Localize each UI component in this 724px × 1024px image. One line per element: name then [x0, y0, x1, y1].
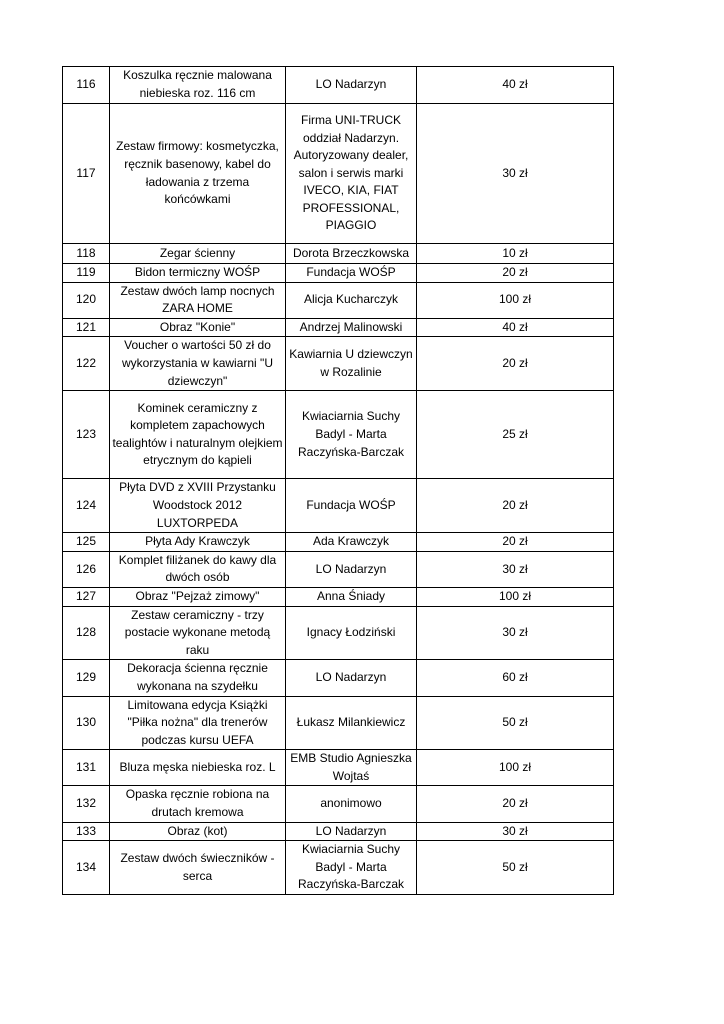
donor-cell: anonimowo: [286, 786, 417, 822]
item-name-cell: Bidon termiczny WOŚP: [110, 264, 286, 283]
price-cell: 100 zł: [417, 750, 614, 786]
table-row: [63, 391, 614, 479]
item-name-cell: Zestaw dwóch lamp nocnych ZARA HOME: [110, 282, 286, 318]
donor-cell: LO Nadarzyn: [286, 551, 417, 587]
donor-cell: Kawiarnia U dziewczyn w Rozalinie: [286, 337, 417, 391]
donor-cell: Kwiaciarnia Suchy Badyl - Marta Raczyńska-Barczak: [286, 841, 417, 895]
price-cell: 50 zł: [417, 696, 614, 750]
price-cell: 20 zł: [417, 479, 614, 533]
price-cell: 25 zł: [417, 391, 614, 479]
item-name-cell: Płyta Ady Krawczyk: [110, 533, 286, 552]
price-cell: 20 zł: [417, 264, 614, 283]
table-row: [63, 337, 614, 391]
donor-cell: Łukasz Milankiewicz: [286, 696, 417, 750]
table-row: [63, 318, 614, 337]
donor-cell: Ada Krawczyk: [286, 533, 417, 552]
price-cell: 30 zł: [417, 822, 614, 841]
item-number-cell: 122: [63, 337, 110, 391]
item-number-cell: 121: [63, 318, 110, 337]
table-row: [63, 822, 614, 841]
item-number-cell: 126: [63, 551, 110, 587]
donor-cell: Kwiaciarnia Suchy Badyl - Marta Raczyńska-Barczak: [286, 391, 417, 479]
price-cell: 50 zł: [417, 841, 614, 895]
item-number-cell: 120: [63, 282, 110, 318]
item-number-cell: 119: [63, 264, 110, 283]
item-name-cell: Limitowana edycja Książki "Piłka nożna" dla trenerów podczas kursu UEFA: [110, 696, 286, 750]
price-cell: 30 zł: [417, 606, 614, 660]
item-name-cell: Obraz "Konie": [110, 318, 286, 337]
donor-cell: LO Nadarzyn: [286, 822, 417, 841]
price-cell: 30 zł: [417, 104, 614, 244]
donor-cell: EMB Studio Agnieszka Wojtaś: [286, 750, 417, 786]
donor-cell: Anna Śniady: [286, 587, 417, 606]
item-name-cell: Zegar ścienny: [110, 244, 286, 264]
table-row: [63, 264, 614, 283]
table-row: [63, 606, 614, 660]
item-name-cell: Bluza męska niebieska roz. L: [110, 750, 286, 786]
item-name-cell: Koszulka ręcznie malowana niebieska roz. 116 cm: [110, 67, 286, 104]
price-cell: 40 zł: [417, 67, 614, 104]
item-name-cell: Zestaw firmowy: kosmetyczka, ręcznik basenowy, kabel do ładowania z trzema końcówkami: [110, 104, 286, 244]
item-number-cell: 127: [63, 587, 110, 606]
item-number-cell: 128: [63, 606, 110, 660]
item-number-cell: 130: [63, 696, 110, 750]
item-name-cell: Komplet filiżanek do kawy dla dwóch osób: [110, 551, 286, 587]
item-name-cell: Zestaw dwóch świeczników - serca: [110, 841, 286, 895]
item-name-cell: Kominek ceramiczny z kompletem zapachowych tealightów i naturalnym olejkiem etrycznym do kąpieli: [110, 391, 286, 479]
item-number-cell: 133: [63, 822, 110, 841]
donor-cell: Andrzej Malinowski: [286, 318, 417, 337]
donor-cell: Fundacja WOŚP: [286, 479, 417, 533]
item-number-cell: 129: [63, 660, 110, 696]
item-name-cell: Obraz (kot): [110, 822, 286, 841]
price-cell: 30 zł: [417, 551, 614, 587]
price-cell: 20 zł: [417, 337, 614, 391]
price-cell: 10 zł: [417, 244, 614, 264]
table-row: [63, 750, 614, 786]
item-number-cell: 124: [63, 479, 110, 533]
item-number-cell: 118: [63, 244, 110, 264]
item-name-cell: Opaska ręcznie robiona na drutach kremowa: [110, 786, 286, 822]
table-row: [63, 786, 614, 822]
item-number-cell: 123: [63, 391, 110, 479]
price-cell: 100 zł: [417, 587, 614, 606]
price-cell: 100 zł: [417, 282, 614, 318]
item-number-cell: 116: [63, 67, 110, 104]
donor-cell: Firma UNI-TRUCK oddział Nadarzyn. Autoryzowany dealer, salon i serwis marki IVECO, KIA, FIAT PROFESSIONAL, PIAGGIO: [286, 104, 417, 244]
item-number-cell: 132: [63, 786, 110, 822]
price-cell: 40 zł: [417, 318, 614, 337]
item-name-cell: Dekoracja ścienna ręcznie wykonana na szydełku: [110, 660, 286, 696]
table-row: [63, 282, 614, 318]
table-row: [63, 104, 614, 244]
donor-cell: Dorota Brzeczkowska: [286, 244, 417, 264]
item-number-cell: 117: [63, 104, 110, 244]
table-row: [63, 551, 614, 587]
table-row: [63, 660, 614, 696]
item-number-cell: 125: [63, 533, 110, 552]
table-row: [63, 696, 614, 750]
auction-items-table: [62, 66, 614, 895]
donor-cell: Ignacy Łodziński: [286, 606, 417, 660]
table-row: [63, 67, 614, 104]
table-row: [63, 479, 614, 533]
table-row: [63, 587, 614, 606]
donor-cell: Alicja Kucharczyk: [286, 282, 417, 318]
item-name-cell: Obraz "Pejzaż zimowy": [110, 587, 286, 606]
price-cell: 60 zł: [417, 660, 614, 696]
item-number-cell: 134: [63, 841, 110, 895]
price-cell: 20 zł: [417, 786, 614, 822]
donor-cell: Fundacja WOŚP: [286, 264, 417, 283]
table-row: [63, 841, 614, 895]
donor-cell: LO Nadarzyn: [286, 660, 417, 696]
table-row: [63, 244, 614, 264]
donor-cell: LO Nadarzyn: [286, 67, 417, 104]
item-name-cell: Zestaw ceramiczny - trzy postacie wykonane metodą raku: [110, 606, 286, 660]
table-row: [63, 533, 614, 552]
item-number-cell: 131: [63, 750, 110, 786]
price-cell: 20 zł: [417, 533, 614, 552]
item-name-cell: Płyta DVD z XVIII Przystanku Woodstock 2012 LUXTORPEDA: [110, 479, 286, 533]
item-name-cell: Voucher o wartości 50 zł do wykorzystania w kawiarni "U dziewczyn": [110, 337, 286, 391]
